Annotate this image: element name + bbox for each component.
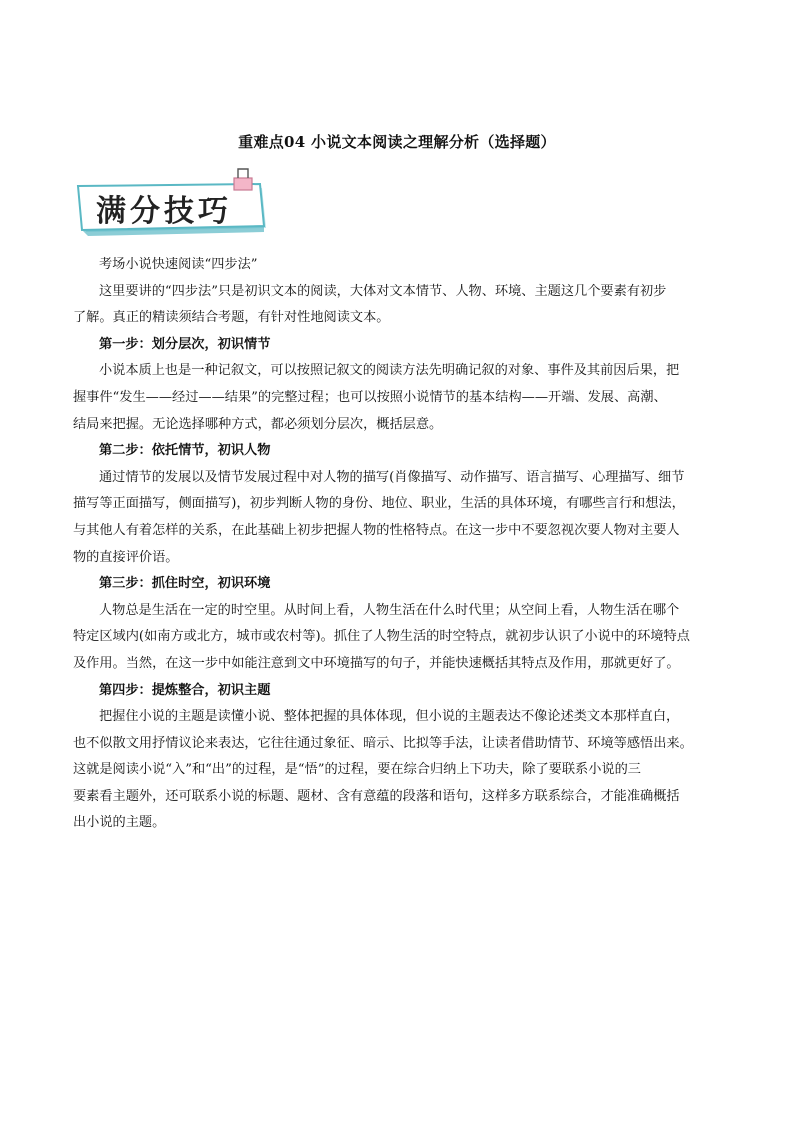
body-line: 描写等正面描写，侧面描写)，初步判断人物的身份、地位、职业，生活的具体环境，有哪些言行和想法，	[73, 496, 685, 512]
section-badge	[74, 170, 274, 240]
step-heading: 第一步：划分层次，初识情节	[99, 336, 271, 352]
body-line: 及作用。当然，在这一步中如能注意到文中环境描写的句子，并能快速概括其特点及作用，那就更好了。	[73, 655, 680, 671]
body-line: 也不似散文用抒情议论来表达，它往往通过象征、暗示、比拟等手法，让读者借助情节、环境等感悟出来。	[73, 735, 693, 751]
step-heading: 第三步：抓住时空，初识环境	[99, 576, 271, 592]
badge-text: 满分技巧	[96, 194, 232, 229]
body-line: 这里要讲的“四步法”只是初识文本的阅读，大体对文本情节、人物、环境、主题这几个要素有初步	[99, 283, 667, 299]
step-heading: 第四步：提炼整合，初识主题	[99, 682, 271, 698]
body-line: 小说本质上也是一种记叙文，可以按照记叙文的阅读方法先明确记叙的对象、事件及其前因后果，把	[99, 363, 680, 379]
page-title: 重难点04 小说文本阅读之理解分析（选择题）	[238, 133, 556, 151]
body-line: 通过情节的发展以及情节发展过程中对人物的描写(肖像描写、动作描写、语言描写、心理描写、细节	[99, 469, 685, 485]
body-line: 人物总是生活在一定的时空里。从时间上看，人物生活在什么时代里；从空间上看，人物生活在哪个	[99, 602, 680, 618]
body-line: 握事件“发生——经过——结果”的完整过程；也可以按照小说情节的基本结构——开端、发展、高潮、	[73, 389, 667, 405]
body-line: 物的直接评价语。	[73, 549, 179, 565]
body-line: 把握住小说的主题是读懂小说、整体把握的具体体现，但小说的主题表达不像论述类文本那样直白，	[99, 709, 680, 725]
step-heading: 第二步：依托情节，初识人物	[99, 443, 271, 459]
body-line: 与其他人有着怎样的关系，在此基础上初步把握人物的性格特点。在这一步中不要忽视次要人物对主要人	[73, 522, 680, 538]
body-line: 了解。真正的精读须结合考题，有针对性地阅读文本。	[73, 310, 390, 326]
body-line: 出小说的主题。	[73, 815, 166, 831]
body-line: 特定区域内(如南方或北方，城市或农村等)。抓住了人物生活的时空特点，就初步认识了小说中的环境特点	[73, 629, 690, 645]
body-line: 这就是阅读小说“入”和“出”的过程，是“悟”的过程，要在综合归纳上下功夫，除了要联系小说的三	[73, 762, 641, 778]
body-line: 要素看主题外，还可联系小说的标题、题材、含有意蕴的段落和语句，这样多方联系综合，才能准确概括	[73, 788, 680, 804]
body-line: 考场小说快速阅读“四步法”	[99, 257, 258, 272]
binder-clip-icon	[228, 166, 258, 192]
body-line: 结局来把握。无论选择哪种方式，都必须划分层次，概括层意。	[73, 416, 443, 432]
article-body	[73, 252, 733, 837]
